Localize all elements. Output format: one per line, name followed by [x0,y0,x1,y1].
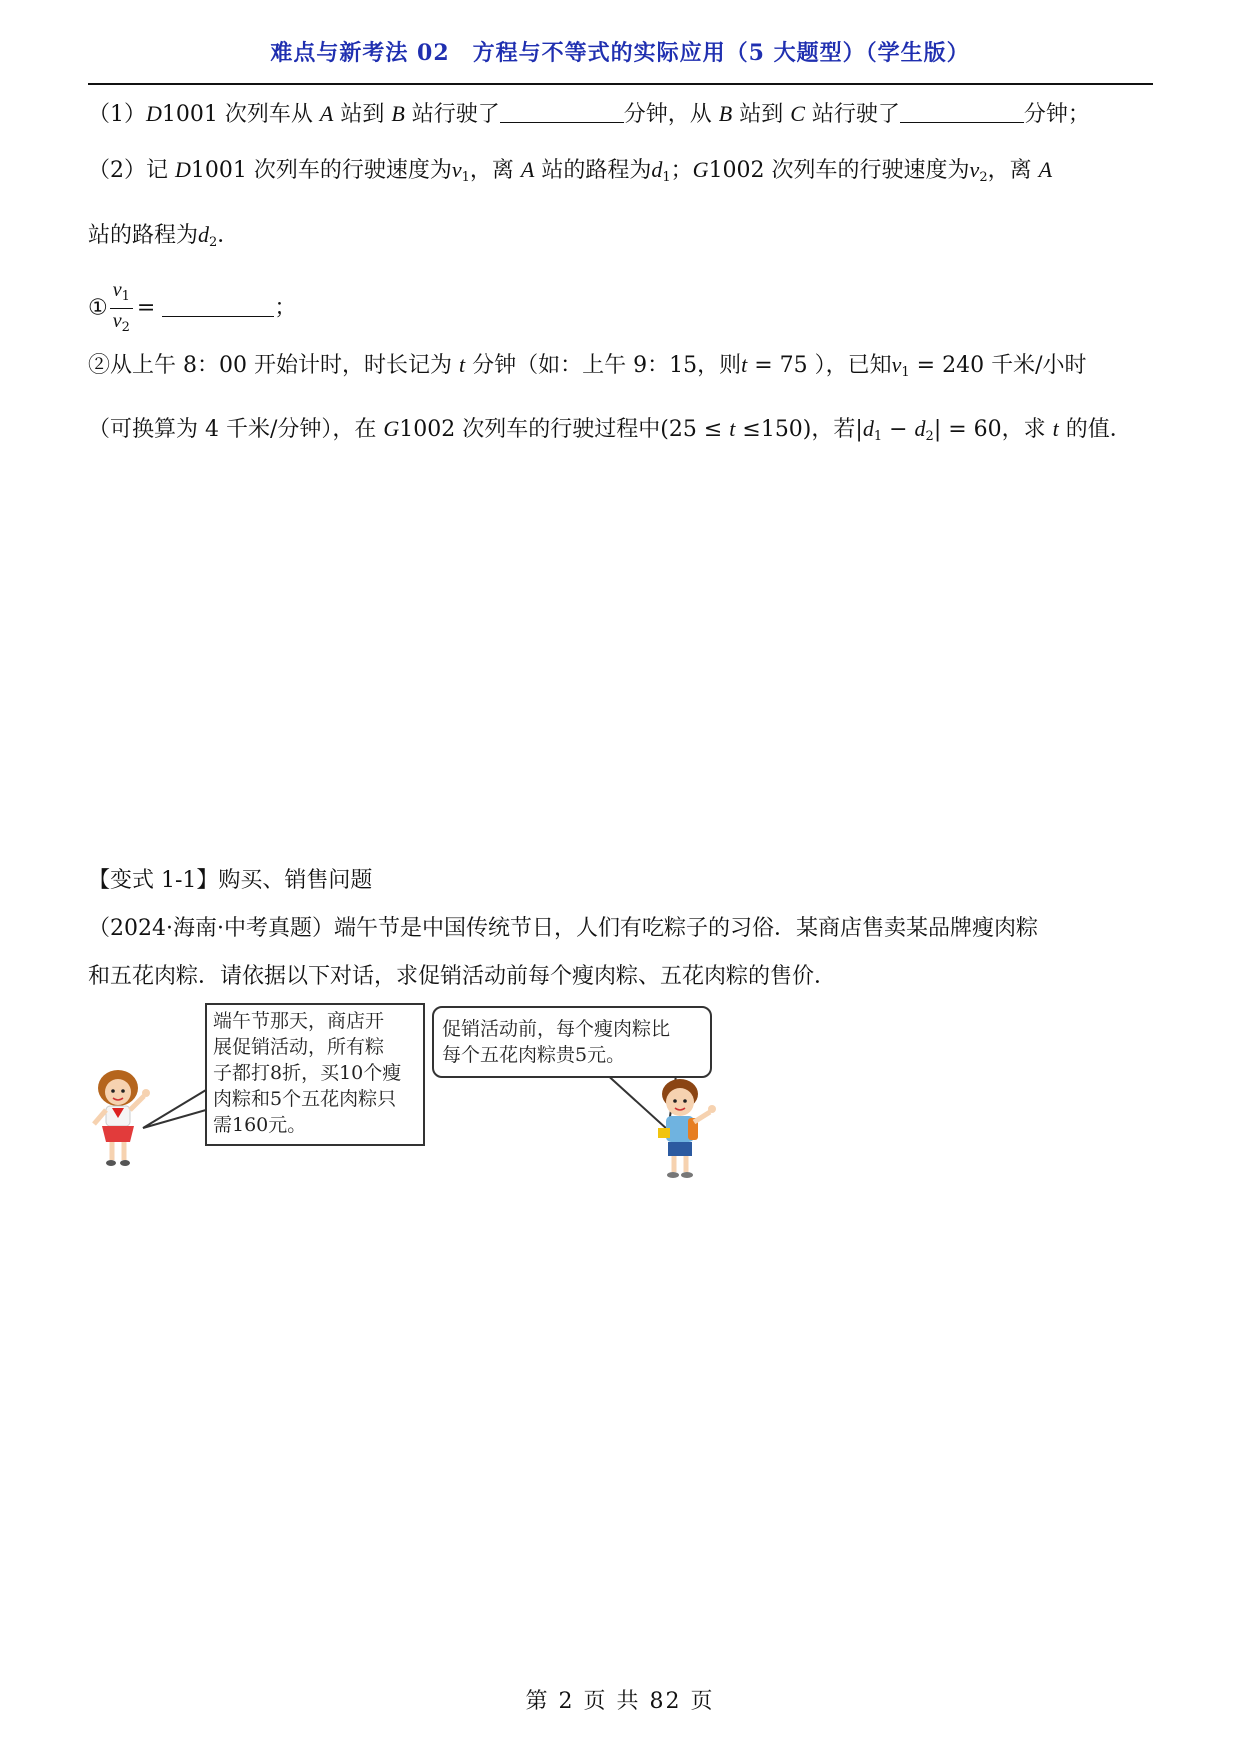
boy-figure [658,1079,716,1178]
question-2-sub-2-line-1: ②从上午 8：00 开始计时，时长记为 t 分钟（如：上午 9：15，则t = 75 ），已知$v_1 = 240$ 千米/小时 [88,352,1087,380]
question-part-1: （1）D1001 次列车从 A 站到 B 站行驶了 分钟，从 B 站到 C 站行驶了 分钟； [88,101,1090,127]
question-2-sub-1: ① $\frac{v_1}{v_2}$ = ； [88,278,296,339]
answer-blank-velocity-ratio[interactable] [162,294,274,317]
question-part-2-line-2: 站的路程为$d_2$． [88,222,240,250]
question-part-2-line-1: （2）记 D1001 次列车的行驶速度为$v_1$，离 A 站的路程为$d_1$；G1002 次列车的行驶速度为$v_2$，离 A [88,157,1053,185]
girl-figure [94,1070,150,1166]
header-divider [88,83,1153,85]
question-2-sub-2-line-2: （可换算为 4 千米/分钟），在 G1002 次列车的行驶过程中(25 ≤ t ≤150)，若$|d_1 - d_2| = 60$，求 t 的值． [88,416,1132,444]
variant-label: 【变式 1-1】购买、销售问题 [88,868,373,893]
page-footer: 第 2 页 共 82 页 [525,1689,715,1714]
girl-bubble-tail [143,1090,206,1128]
girl-speech-bubble: 端午节那天，商店开 展促销活动，所有粽 子都打8折，买10个瘦 肉粽和5个五花肉粽只 需160元。 [205,1003,425,1146]
problem-source-line-1: （2024·海南·中考真题）端午节是中国传统节日，人们有吃粽子的习俗．某商店售卖某品牌瘦肉粽 [88,916,1038,941]
answer-blank-bc-minutes[interactable] [900,100,1024,123]
problem-source-line-2: 和五花肉粽．请依据以下对话，求促销活动前每个瘦肉粽、五花肉粽的售价． [88,964,837,989]
answer-blank-ab-minutes[interactable] [500,100,624,123]
boy-speech-bubble: 促销活动前，每个瘦肉粽比 每个五花肉粽贵5元。 [432,1006,712,1078]
velocity-ratio-fraction: $\frac{v_1}{v_2}$ [110,278,133,339]
document-header-title: 难点与新考法 02 方程与不等式的实际应用（5 大题型）（学生版） [270,40,970,66]
